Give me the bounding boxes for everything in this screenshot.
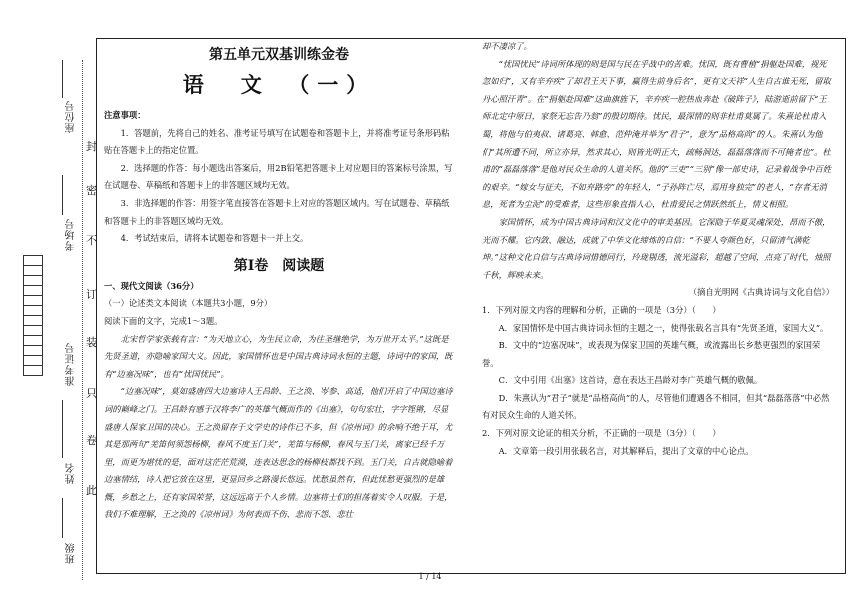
source-citation: （摘自光明网《古典诗词与文化自信》） (688, 287, 834, 298)
passage-paragraph: “边塞况味”，莫如盛唐四大边塞诗人王昌龄、王之涣、岑参、高适，他们开启了中国边塞诗词的巅峰之门。王昌龄有感于汉将李广的英雄气概而作的《出塞》，句句宏壮，字字铿锵，尽显盛唐人保家卫国的决心。王之涣留存于文学史的诗作已不多，但《凉州词》的余响不绝于耳，尤其是那两句“羌笛何须怨杨柳，春风不度玉门关”，羌笛与杨柳，春风与玉门关，离家已经千万里，而更为堪忧的是，面对这茫茫荒漠，连表达思念的杨柳枝都找不到。玉门关，自古就隐喻着边塞情结，诗人把它放在这里，更显回乡之路漫长悠远。忧愁虽然有，但此忧愁更强烈的是雄慨，乡愁之上，还有家国荣誉，这远远高于个人乡情。边塞将士们的担荡着实令人叹服。于是，我们不难理解，王之涣的《凉州词》为何表而不伤、悲而不怨、悲壮 (104, 386, 453, 520)
seal-char: 只 (86, 387, 97, 400)
seal-char: 此 (86, 484, 97, 497)
name-label: 姓名 (66, 462, 77, 484)
seat-number-label: 座位号 (66, 100, 77, 133)
passage-paragraph: 却不凄凉了。 (482, 41, 532, 51)
ticket-number-label: 准考证号 (66, 342, 77, 386)
passage-paragraph: “忧国忧民”诗词所体现的则是国与民在乎战中的苦难。忧国，既有曹植“捐躯赴国难，视死忽如归”，又有辛弃疾“了却君王天下事，赢得生前身后名”，更有文天祥“人生自古谁无死，留取丹心照汗青”。在“捐躯赴国难”这曲旗旌下，辛弃疾一腔热血奔赴《破阵子》，陆游逝前留下“王师北定中原日，家祭无忘告乃翁”的殷切期待。忧民，最深情的则非杜甫莫属了。朱熹论杜甫入蜀，将他与伯夷叔、诸葛亮、韩愈、范仲淹并举为“君子”，意为“品格高尚”的人。朱熹认为他们“其所遭不同，所立亦异，然求其心，则皆光明正大，疏畅洞达，磊磊落落而不可掩者也”。杜甫的“磊磊落落”是他对民众生命的人道关怀。他的“三吏”“三别”像一部史诗，记录着战争中百姓的艰辛。“嫁女与征夫，不如弃路旁”的年轻人，“子孙阵亡尽，焉用身独完”的老人，“存者无消息，死者为尘泥”的受难者，这些形象直指人心，杜甫爱民之情跃然纸上，情义相照。 (482, 58, 832, 210)
seal-char: 装 (86, 336, 97, 349)
name-blank (62, 400, 63, 458)
section-title: 第Ⅰ卷 阅读题 (233, 257, 325, 274)
question-option: D．朱熹认为“君子”就是“品格高尚”的人，尽管他们遭遇各不相同，但其“磊磊落落”中必然有对民众生命的人道关怀。 (482, 392, 830, 421)
seal-char: 不 (86, 234, 97, 247)
seal-char: 密 (86, 184, 97, 197)
notice-item: 1．答题前，先将自己的姓名、准考证号填写在试题卷和答题卡上，并将准考证号条形码粘贴在答题卡上的指定位置。 (104, 127, 450, 156)
exam-room-blank (62, 175, 63, 215)
part-heading: 一、现代文阅读（36分） (104, 280, 199, 291)
seal-char: 封 (86, 140, 97, 153)
passage-paragraph: 家国情怀，成为中国古典诗词和汉文化中的审美基因。它深隐于华夏灵魂深处，昂而不傲，光而不耀。它内敛、融达，成就了中华文化缔炼的自信：“不要人夸颜色好，只留清气满乾坤。”这种文化自信与古典诗词惜德同行，玲珑剔透，流光溢彩，超越了空间，点亮了时代，烛照千秋，辉映未来。 (482, 216, 831, 280)
notice-heading: 注意事项： (104, 110, 146, 120)
seal-char: 订 (86, 288, 97, 301)
instruction: 阅读下面的文字，完成1～3题。 (104, 315, 223, 326)
page-number: 1 / 14 (418, 572, 442, 581)
seal-char: 卷 (86, 434, 97, 447)
question-option: A．家国情怀是中国古典诗词永恒的主题之一，使得张载名言具有“先贤圣道，家国大义”。 (498, 322, 829, 333)
notice-item: 3．非选择题的作答：用签字笔直接答在答题卡上对应的答题区域内。写在试题卷、草稿纸和答题卡上的非答题区域均无效。 (104, 197, 450, 226)
question-stem: 1．下列对原文内容的理解和分析，正确的一项是（3分）（ ） (482, 304, 721, 315)
left-column (104, 38, 454, 524)
class-blank (62, 498, 63, 538)
seat-number-blank (62, 60, 63, 98)
passage-paragraph: 北宋哲学家张载有言：“为天地立心，为生民立命，为往圣继绝学，为万世开太平。”这既是先贤圣道，亦隐喻家国大义。因此，家国情怀也是中国古典诗词永恒的主题，诗词中的家国，既有“边塞况味”，也有“忧国忧民”。 (104, 333, 453, 379)
class-label: 班级 (66, 542, 77, 564)
notice-item: 4．考试结束后，请将本试题卷和答题卡一并上交。 (120, 233, 309, 244)
question-option: B．文中的“边塞况味”，或表现为保家卫国的英雄气概，或流露出长乡愁更强烈的家国荣誉。 (482, 340, 821, 368)
seal-dotted-line (82, 60, 83, 580)
notice-item: 2．选择题的作答：每小题选出答案后，用2B铅笔把答题卡上对应题目的答案标号涂黑，写在试题卷、草稿纸和答题卡上的非答题区域均无效。 (104, 162, 453, 191)
question-stem: 2．下列对原文论证的相关分析，不正确的一项是（3分）（ ） (482, 428, 721, 439)
exam-title: 第五单元双基训练金卷 (209, 47, 349, 63)
sub-heading: （一）论述类文本阅读（本题共3小题，9分） (104, 298, 273, 309)
right-column (482, 38, 834, 460)
question-option: C．文中引用《出塞》这首诗，意在表达王昌龄对李广英雄气概的敬佩。 (498, 375, 763, 386)
question-option: A．文章第一段引用张载名言，对其解释后，提出了文章的中心论点。 (498, 445, 754, 456)
subject-title: 语 文 （一） (182, 72, 376, 97)
ticket-number-boxes (23, 255, 43, 376)
exam-room-label: 考场号 (66, 218, 77, 251)
binding-margin (0, 0, 96, 607)
